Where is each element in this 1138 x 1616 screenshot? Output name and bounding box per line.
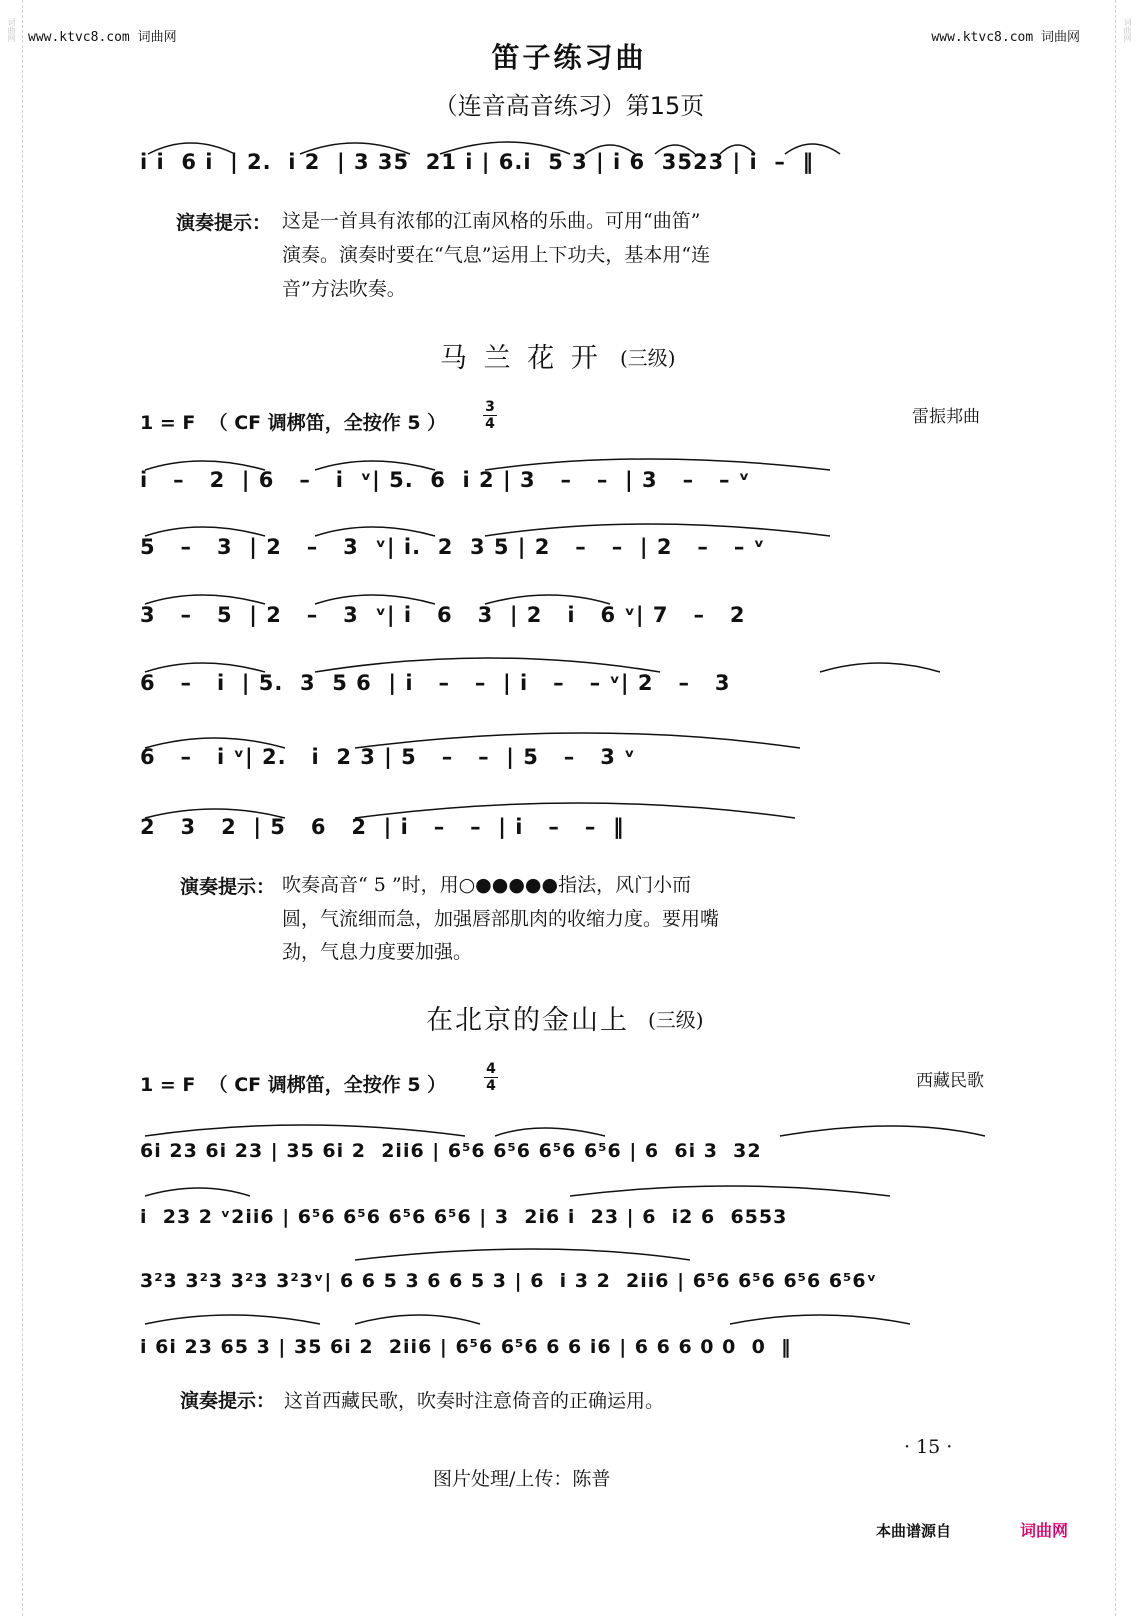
section3-title: 在北京的金山上 (426, 1005, 629, 1036)
section2-meter-top: 3 (485, 399, 495, 415)
section2-score-line: 2 3 2 | 5 6 2 | i – – | i – – ‖ (140, 815, 625, 839)
source-site-link[interactable]: 词曲网 (1020, 1521, 1069, 1540)
section2-time-signature (483, 400, 497, 431)
section3-key-signature: 1 = F （ CF 调梆笛，全按作 5 ） (140, 1074, 447, 1096)
section1-title: 笛子练习曲 (491, 41, 647, 74)
section2-score-line: 6 – i | 5. 3 5 6 | i – – | i – – ᵛ| 2 – 3 (140, 671, 731, 695)
section2-score-line: 6 – i ᵛ| 2. i 2 3 | 5 – – | 5 – 3 ᵛ (140, 745, 636, 769)
section3-score-line: 6i 23 6i 23 | 35 6i 2 2ii6 | 6⁵6 6⁵6 6⁵6 6⁵6 | 6 6i 3 32 (140, 1140, 762, 1162)
section2-score-line: 3 – 5 | 2 – 3 ᵛ| i 6 3 | 2 i 6 ᵛ| 7 – 2 (140, 603, 746, 627)
section3-meter-bottom: 4 (486, 1078, 496, 1094)
section3-tip-line: 这首西藏民歌，吹奏时注意倚音的正确运用。 (284, 1390, 665, 1412)
section1-tip-label: 演奏提示： (176, 212, 272, 234)
section2-tip-line: 圆，气流细而急，加强唇部肌肉的收缩力度。要用嘴 (282, 908, 720, 930)
section2-level: (三级) (620, 346, 676, 370)
section3-score-line: 3²3 3²3 3²3 3²3ᵛ| 6 6 5 3 6 6 5 3 | 6 i 3 2 2ii6 | 6⁵6 6⁵6 6⁵6 6⁵6ᵛ (140, 1270, 878, 1292)
upload-credit: 图片处理/上传：陈普 (433, 1468, 611, 1490)
section1-score-line: i i 6 i | 2. i 2 | 3 35 21 i | 6.i 5 3 | i 6 3523 | i – ‖ (140, 150, 814, 174)
section1-tip-line: 这是一首具有浓郁的江南风格的乐曲。可用“曲笛” (282, 210, 701, 232)
left-margin-strip (0, 0, 23, 1616)
section3-tip-label: 演奏提示： (180, 1390, 276, 1412)
right-margin-strip (1115, 0, 1138, 1616)
section2-tip-label: 演奏提示： (180, 876, 276, 898)
section3-level: (三级) (648, 1008, 704, 1032)
section2-title: 马 兰 花 开 (440, 343, 602, 374)
section3-score-line: i 23 2 ᵛ2ii6 | 6⁵6 6⁵6 6⁵6 6⁵6 | 3 2i6 i 23 | 6 i2 6 6553 (140, 1206, 788, 1228)
section1-tip-line: 演奏。演奏时要在“气息”运用上下功夫，基本用“连 (282, 244, 711, 266)
section1-tip-line: 音”方法吹奏。 (282, 278, 406, 300)
section1-subtitle: （连音高音练习）第15页 (433, 92, 705, 120)
section2-key-signature: 1 = F （ CF 调梆笛，全按作 5 ） (140, 412, 447, 434)
section2-meter-bottom: 4 (485, 416, 495, 432)
source-label: 本曲谱源自 (876, 1522, 952, 1540)
section3-score-line: i 6i 23 65 3 | 35 6i 2 2ii6 | 6⁵6 6⁵6 6 6 i6 | 6 6 6 0 0 0 ‖ (140, 1336, 792, 1358)
left-margin-mark: 词曲网 (7, 18, 16, 42)
section2-slurs (140, 448, 1000, 868)
section3-time-signature (484, 1062, 498, 1093)
site-url-left[interactable]: www.ktvc8.com 词曲网 (28, 30, 177, 45)
section2-tip-line: 劲，气息力度要加强。 (282, 941, 473, 963)
section2-score-line: 5 – 3 | 2 – 3 ᵛ| i. 2 3 5 | 2 – – | 2 – – ᵛ (140, 535, 766, 559)
site-url-right[interactable]: www.ktvc8.com 词曲网 (931, 30, 1080, 45)
section3-meter-top: 4 (486, 1061, 496, 1077)
section2-composer: 雷振邦曲 (912, 407, 980, 427)
section2-tip-line: 吹奏高音“ 5 ”时，用○●●●●●指法，风门小而 (282, 874, 692, 896)
right-margin-mark: 词曲网 (1123, 18, 1132, 42)
section3-composer: 西藏民歌 (916, 1071, 984, 1091)
section2-score-line: i – 2 | 6 – i ᵛ| 5. 6 i 2 | 3 – – | 3 – – ᵛ (140, 468, 751, 492)
page-number: · 15 · (904, 1436, 953, 1458)
